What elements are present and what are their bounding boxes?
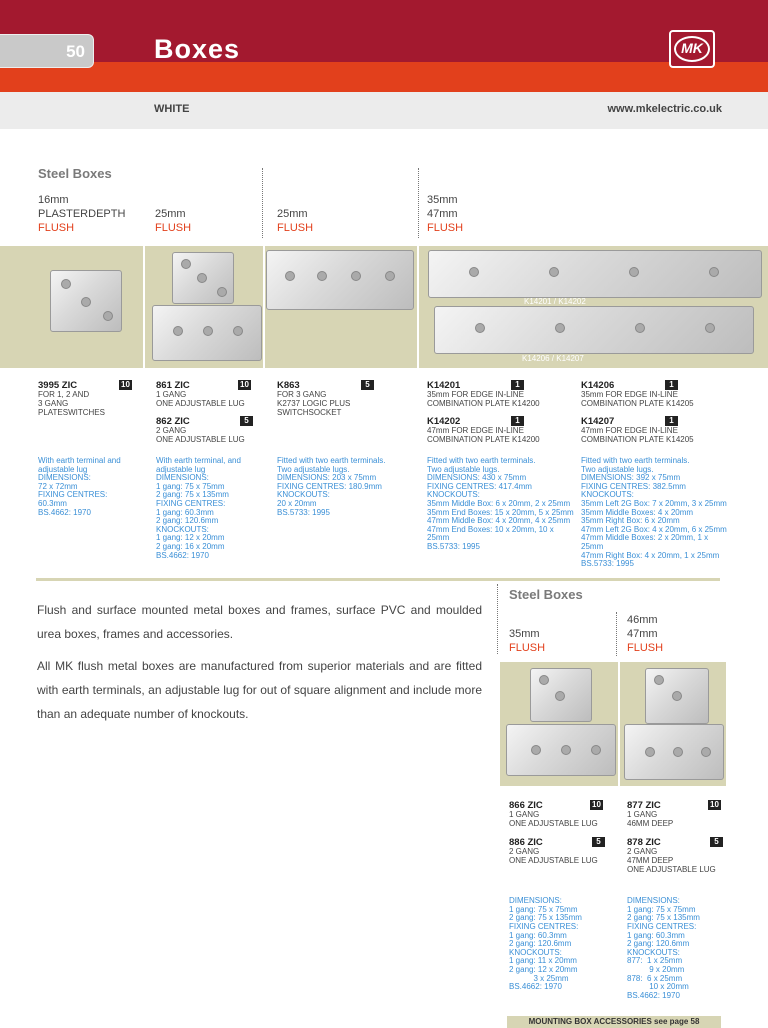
section-rule <box>36 578 720 581</box>
spec-col-4: 35mm 47mm FLUSH <box>427 194 464 234</box>
product-k14202: K14202 47mm FOR EDGE IN-LINE COMBINATION PLATE K14200 <box>427 416 540 444</box>
product-3995: 3995 ZIC FOR 1, 2 AND 3 GANG PLATESWITCHES <box>38 380 105 417</box>
specs-866-886: DIMENSIONS: 1 gang: 75 x 75mm 2 gang: 75 x 135mm FIXING CENTRES: 1 gang: 60.3mm 2 gang: 120.6mm KNOCKOUTS: 1 gang: 11 x 20mm 2 gang: 12 x 20mm 3 x 25mm BS.4662: 1970 <box>509 896 582 992</box>
pack-qty-badge: 5 <box>361 380 374 390</box>
box-886-image <box>506 724 616 776</box>
pack-qty-badge: 1 <box>665 380 678 390</box>
product-k14206: K14206 35mm FOR EDGE IN-LINE COMBINATION PLATE K14205 <box>581 380 694 408</box>
product-861: 861 ZIC 1 GANG ONE ADJUSTABLE LUG <box>156 380 245 408</box>
pack-qty-badge: 10 <box>238 380 251 390</box>
pack-qty-badge: 10 <box>119 380 132 390</box>
mk-logo: MK <box>669 30 715 68</box>
pack-qty-badge: 10 <box>590 800 603 810</box>
specs-3995: With earth terminal and adjustable lug DIMENSIONS: 72 x 72mm FIXING CENTRES: 60.3mm BS.4662: 1970 <box>38 456 121 517</box>
product-866: 866 ZIC 1 GANG ONE ADJUSTABLE LUG <box>509 800 598 828</box>
box-877-image <box>645 668 709 724</box>
product-878: 878 ZIC 2 GANG 47MM DEEP ONE ADJUSTABLE LUG <box>627 837 716 874</box>
specs-861-862: With earth terminal, and adjustable lug DIMENSIONS: 1 gang: 75 x 75mm 2 gang: 75 x 135mm FIXING CENTRES: 1 gang: 60.3mm 2 gang: 120.6mm KNOCKOUTS: 1 gang: 12 x 20mm 2 gang: 16 x 20mm BS.4662: 1970 <box>156 456 241 560</box>
box-866-image <box>530 668 592 722</box>
specs-k14206-k14207: Fitted with two earth terminals. Two adjustable lugs. DIMENSIONS: 392 x 75mm FIXING CENTRES: 382.5mm KNOCKOUTS: 35mm Left 2G Box: 7 x 20mm, 3 x 25mm 35mm Middle Boxes: 4 x 20mm 35mm Right Box: 6 x 20mm 47mm Left 2G Box: 4 x 20mm, 6 x 25mm 47mm Middle Boxes: 2 x 20mm, 1 x 25mm 47mm Right Box: 4 x 20mm, 1 x 25mm BS.5733: 1995 <box>581 456 727 569</box>
spec-col-6: 46mm 47mm FLUSH <box>627 614 664 654</box>
pack-qty-badge: 5 <box>710 837 723 847</box>
product-886: 886 ZIC 2 GANG ONE ADJUSTABLE LUG <box>509 837 598 865</box>
specs-k863: Fitted with two earth terminals. Two adjustable lugs. DIMENSIONS: 203 x 75mm FIXING CENTRES: 180.9mm KNOCKOUTS: 20 x 20mm BS.5733: 1995 <box>277 456 386 517</box>
box-3995-image <box>50 270 122 332</box>
box-k14206-image <box>434 306 754 354</box>
header-band <box>0 0 768 62</box>
pack-qty-badge: 10 <box>708 800 721 810</box>
pack-qty-badge: 1 <box>511 416 524 426</box>
product-k863: K863 FOR 3 GANG K2737 LOGIC PLUS SWITCHSOCKET <box>277 380 351 417</box>
page-number: 50 <box>0 34 94 68</box>
column-divider <box>418 168 419 238</box>
box-861-image <box>172 252 234 304</box>
product-k14207: K14207 47mm FOR EDGE IN-LINE COMBINATION PLATE K14205 <box>581 416 694 444</box>
pack-qty-badge: 5 <box>592 837 605 847</box>
box-k14201-image <box>428 250 762 298</box>
column-divider <box>497 584 498 654</box>
product-862: 862 ZIC 2 GANG ONE ADJUSTABLE LUG <box>156 416 245 444</box>
pack-qty-badge: 5 <box>240 416 253 426</box>
pack-qty-badge: 1 <box>511 380 524 390</box>
website-link[interactable]: www.mkelectric.co.uk <box>607 103 722 115</box>
box-k863-image <box>266 250 414 310</box>
image-caption: K14201 / K14202 <box>524 297 586 306</box>
pack-qty-badge: 1 <box>665 416 678 426</box>
box-862-image <box>152 305 262 361</box>
box-878-image <box>624 724 724 780</box>
product-877: 877 ZIC 1 GANG 46MM DEEP <box>627 800 674 828</box>
column-divider <box>616 612 617 656</box>
intro-paragraph: Flush and surface mounted metal boxes and frames, surface PVC and moulded urea boxes, frames and accessories. <box>37 603 482 641</box>
column-divider <box>262 168 263 238</box>
image-caption: K14206 / K14207 <box>522 354 584 363</box>
section-title: Steel Boxes <box>38 166 112 181</box>
header-accent-band <box>0 62 768 92</box>
spec-col-3: 25mm FLUSH <box>277 208 314 234</box>
specs-877-878: DIMENSIONS: 1 gang: 75 x 75mm 2 gang: 75 x 135mm FIXING CENTRES: 1 gang: 60.3mm 2 gang: 120.6mm KNOCKOUTS: 877: 1 x 25mm 9 x 20mm 878: 6 x 25mm 10 x 20mm BS.4662: 1970 <box>627 896 700 1000</box>
spec-col-5: 35mm FLUSH <box>509 628 546 654</box>
accessories-note: MOUNTING BOX ACCESSORIES see page 58 <box>507 1016 721 1028</box>
specs-k14201-k14202: Fitted with two earth terminals. Two adjustable lugs. DIMENSIONS: 430 x 75mm FIXING CENTRES: 417.4mm KNOCKOUTS: 35mm Middle Box: 6 x 20mm, 2 x 25mm 35mm End Boxes: 15 x 20mm, 5 x 25mm 47mm Middle Box: 4 x 20mm, 4 x 25mm 47mm End Boxes: 10 x 20mm, 10 x 25mm BS.5733: 1995 <box>427 456 574 551</box>
spec-col-2: 25mm FLUSH <box>155 208 192 234</box>
section-title: Steel Boxes <box>509 587 583 602</box>
product-k14201: K14201 35mm FOR EDGE IN-LINE COMBINATION PLATE K14200 <box>427 380 540 408</box>
intro-paragraph: All MK flush metal boxes are manufactured from superior materials and are fitted with earth terminals, an adjustable lug for out of square alignment and include more than an adequate number of knockouts. <box>37 659 482 721</box>
spec-col-1: 16mm PLASTERDEPTH FLUSH <box>38 194 126 234</box>
page-title: Boxes <box>154 34 241 64</box>
finish-label: WHITE <box>154 103 190 115</box>
